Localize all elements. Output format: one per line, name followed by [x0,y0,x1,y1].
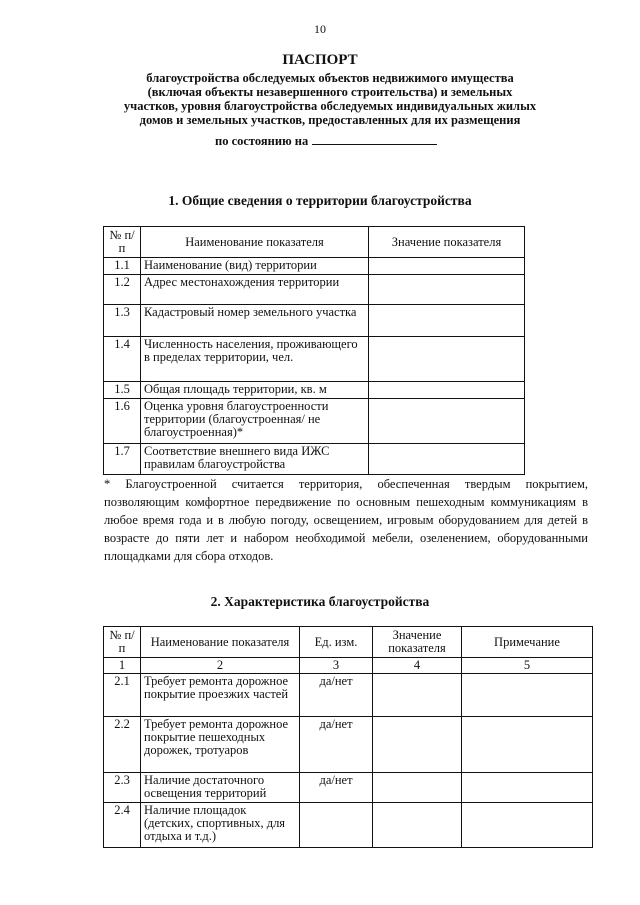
row-value-cell[interactable] [373,773,462,803]
row-value-cell[interactable] [373,717,462,773]
table-row [104,773,593,803]
row-num: 1.5 [104,382,141,399]
table-row [104,337,525,382]
row-num: 1.7 [104,444,141,475]
row-value-cell[interactable] [369,337,525,382]
row-value-cell[interactable] [369,399,525,444]
row-value-cell[interactable] [369,305,525,337]
col-number: 3 [300,658,373,674]
page-title: ПАСПОРТ [282,52,358,68]
row-value-cell[interactable] [369,275,525,305]
row-num: 1.6 [104,399,141,444]
col-number: 2 [141,658,300,674]
row-unit: да/нет [300,773,373,803]
row-value-cell[interactable] [373,674,462,717]
row-name: Наименование (вид) территории [141,258,369,275]
row-num: 1.1 [104,258,141,275]
state-label: по состоянию на [215,134,309,148]
row-name: Кадастровый номер земельного участка [141,305,369,337]
characteristics-table [103,626,593,848]
row-value-cell[interactable] [369,382,525,399]
row-unit: да/нет [300,717,373,773]
row-name: Численность населения, проживающего в пределах территории, чел. [141,337,369,382]
table-header-row [104,627,593,658]
row-note-cell[interactable] [462,717,593,773]
subtitle-line: благоустройства обследуемых объектов недвижимого имущества [146,71,514,85]
table-header-row [104,227,525,258]
header-name: Наименование показателя [141,227,369,258]
row-note-cell[interactable] [462,803,593,848]
row-name: Наличие площадок (детских, спортивных, для отдыха и т.д.) [141,803,300,848]
row-unit [300,803,373,848]
row-num: 1.4 [104,337,141,382]
row-unit: да/нет [300,674,373,717]
header-note: Примечание [462,627,593,658]
section1-heading: 1. Общие сведения о территории благоустройства [168,193,472,208]
header-value: Значение показателя [373,627,462,658]
header-name: Наименование показателя [141,627,300,658]
page-subtitle [100,71,560,127]
table-row [104,803,593,848]
page-number: 10 [314,22,326,36]
date-blank-field[interactable] [312,143,437,145]
col-number: 1 [104,658,141,674]
column-number-row [104,658,593,674]
col-number: 4 [373,658,462,674]
general-info-table [103,226,525,475]
table-row [104,305,525,337]
subtitle-line: (включая объекты незавершенного строительства) и земельных [147,85,513,99]
footnote: * Благоустроенной считается территория, обеспеченная твердым покрытием, позволяющим комфортное передвижение по основным пешеходным коммуникациям в любое время года и в любую погоду, освещением, игровым оборудованием для детей в возрасте до пяти лет и набором необходимой мебели, озеленением, оборудованными площадками для сбора отходов. [104,477,588,563]
row-name: Оценка уровня благоустроенности территории (благоустроенная/ не благоустроенная)* [141,399,369,444]
col-number: 5 [462,658,593,674]
row-num: 2.4 [104,803,141,848]
row-name: Общая площадь территории, кв. м [141,382,369,399]
row-num: 1.2 [104,275,141,305]
state-date-line [215,134,437,149]
row-num: 2.3 [104,773,141,803]
table-row [104,382,525,399]
subtitle-line: участков, уровня благоустройства обследуемых индивидуальных жилых [123,99,537,113]
table-row [104,399,525,444]
row-note-cell[interactable] [462,674,593,717]
table-row [104,444,525,475]
header-value: Значение показателя [369,227,525,258]
subtitle-line: домов и земельных участков, предоставленных для их размещения [139,113,521,127]
row-name: Требует ремонта дорожное покрытие проезжих частей [141,674,300,717]
row-name: Наличие достаточного освещения территорий [141,773,300,803]
row-value-cell[interactable] [369,444,525,475]
section2-heading: 2. Характеристика благоустройства [210,594,430,609]
row-num: 2.2 [104,717,141,773]
table-row [104,717,593,773]
row-value-cell[interactable] [369,258,525,275]
header-unit: Ед. изм. [300,627,373,658]
row-name: Требует ремонта дорожное покрытие пешеходных дорожек, тротуаров [141,717,300,773]
row-note-cell[interactable] [462,773,593,803]
row-name: Соответствие внешнего вида ИЖС правилам благоустройства [141,444,369,475]
header-num: № п/п [104,227,141,258]
table-row [104,275,525,305]
table-row [104,258,525,275]
row-num: 2.1 [104,674,141,717]
row-num: 1.3 [104,305,141,337]
row-value-cell[interactable] [373,803,462,848]
row-name: Адрес местонахождения территории [141,275,369,305]
header-num: № п/п [104,627,141,658]
table-row [104,674,593,717]
